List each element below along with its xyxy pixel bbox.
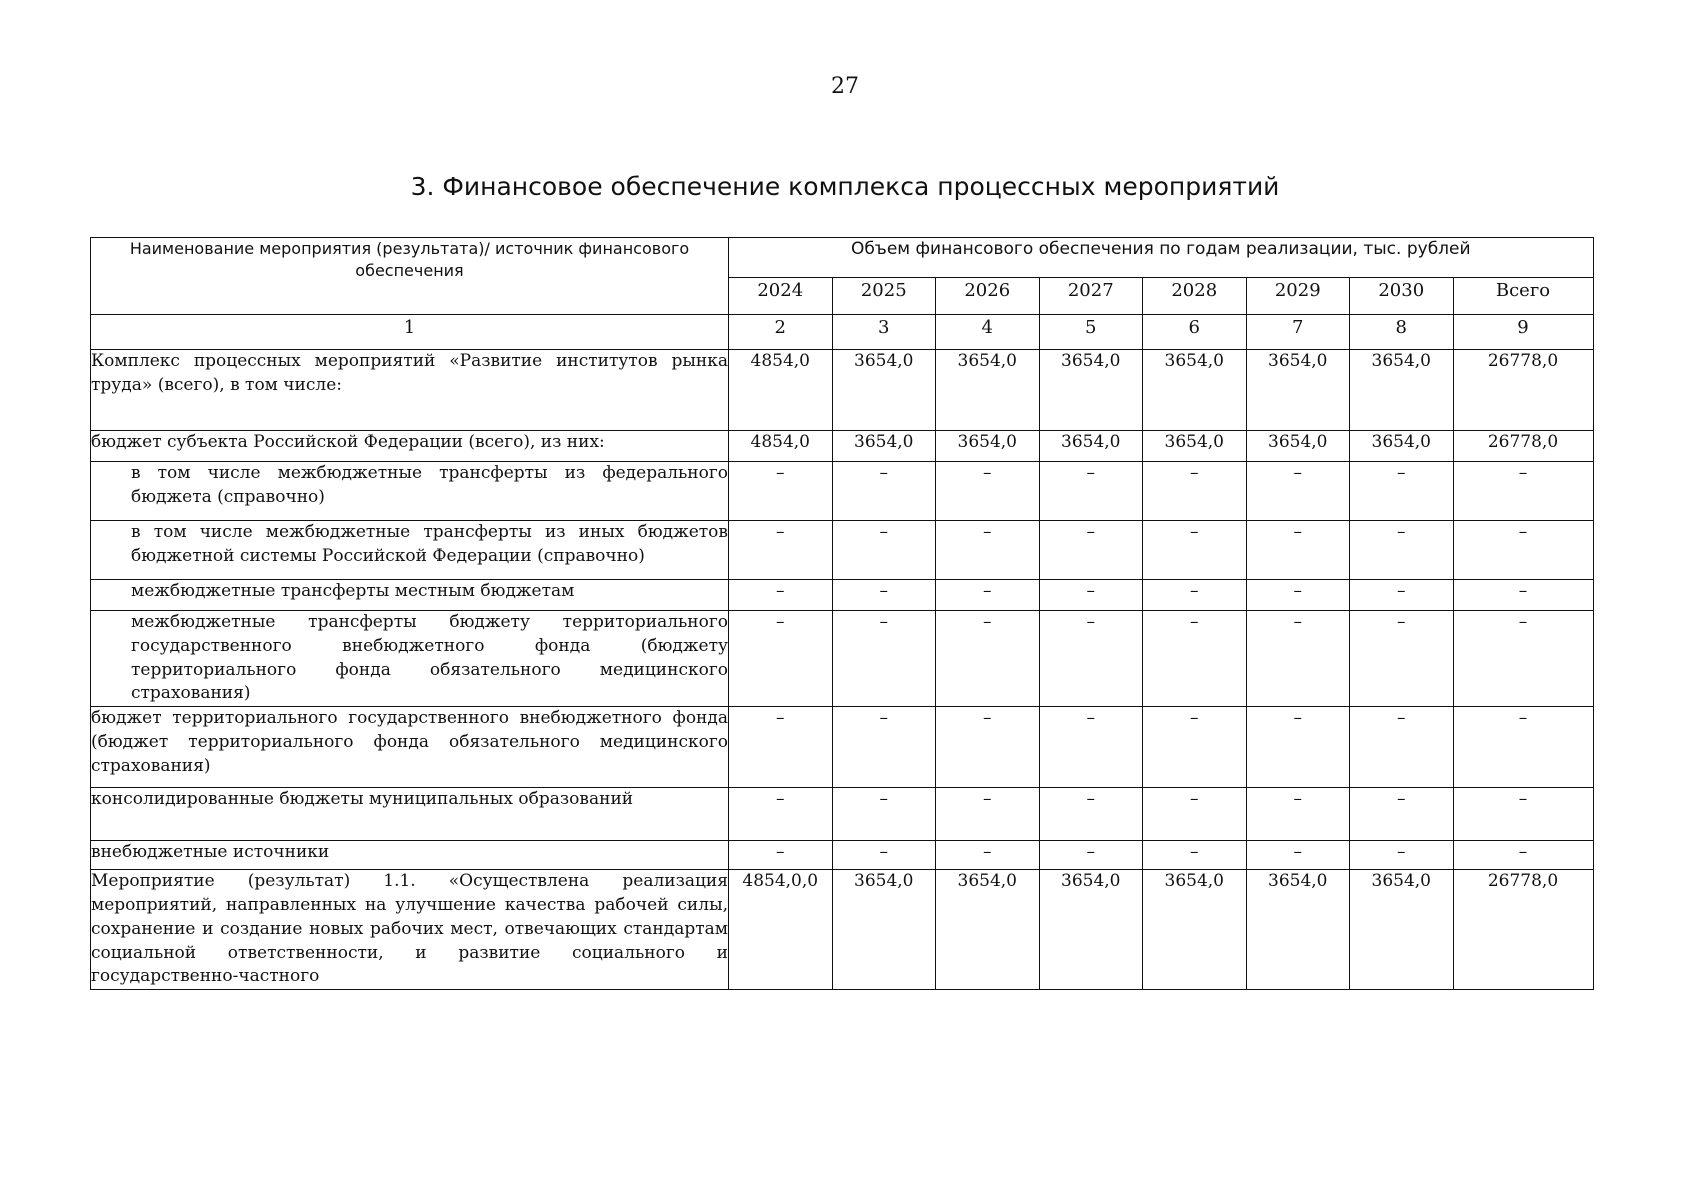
row-year-value: – xyxy=(729,611,833,707)
row-label: бюджет субъекта Российской Федерации (всего), из них: xyxy=(91,431,729,462)
column-index: 6 xyxy=(1143,315,1247,350)
row-year-value: 4854,0 xyxy=(729,431,833,462)
row-year-value: – xyxy=(1039,707,1143,788)
table-row xyxy=(91,431,1594,462)
row-year-value: – xyxy=(1246,788,1350,841)
year-header: 2028 xyxy=(1143,277,1247,314)
row-total-value: 26778,0 xyxy=(1453,870,1593,990)
row-year-value: – xyxy=(729,521,833,580)
table-row xyxy=(91,462,1594,521)
year-header: 2027 xyxy=(1039,277,1143,314)
row-year-value: 3654,0 xyxy=(936,350,1040,431)
row-year-value: – xyxy=(1143,707,1247,788)
row-year-value: – xyxy=(1350,611,1454,707)
row-year-value: 3654,0 xyxy=(936,870,1040,990)
row-year-value: – xyxy=(1143,841,1247,870)
row-year-value: – xyxy=(1246,707,1350,788)
column-index: 4 xyxy=(936,315,1040,350)
table-row xyxy=(91,870,1594,990)
row-year-value: – xyxy=(1246,580,1350,611)
row-year-value: – xyxy=(936,580,1040,611)
row-year-value: – xyxy=(832,841,936,870)
year-header: 2029 xyxy=(1246,277,1350,314)
table-row xyxy=(91,580,1594,611)
row-year-value: – xyxy=(729,788,833,841)
row-label: межбюджетные трансферты местным бюджетам xyxy=(91,580,729,611)
row-year-value: 3654,0 xyxy=(1039,350,1143,431)
column-index: 5 xyxy=(1039,315,1143,350)
financing-table xyxy=(90,237,1594,990)
row-total-value: – xyxy=(1453,707,1593,788)
row-year-value: – xyxy=(729,462,833,521)
row-year-value: – xyxy=(936,462,1040,521)
row-year-value: – xyxy=(1143,580,1247,611)
row-year-value: – xyxy=(729,841,833,870)
row-year-value: – xyxy=(729,707,833,788)
column-index: 7 xyxy=(1246,315,1350,350)
year-header: 2024 xyxy=(729,277,833,314)
row-label: межбюджетные трансферты бюджету территориального государственного внебюджетного фонда (бюджету территориального фонда обязательного медицинского страхования) xyxy=(91,611,729,707)
row-year-value: – xyxy=(1039,462,1143,521)
row-year-value: – xyxy=(1350,462,1454,521)
row-total-value: – xyxy=(1453,788,1593,841)
table-row xyxy=(91,841,1594,870)
row-year-value: 3654,0 xyxy=(1246,870,1350,990)
row-year-value: 3654,0 xyxy=(1350,431,1454,462)
row-total-value: – xyxy=(1453,841,1593,870)
row-year-value: – xyxy=(1350,521,1454,580)
row-year-value: 3654,0 xyxy=(1039,431,1143,462)
row-year-value: – xyxy=(832,580,936,611)
column-index: 9 xyxy=(1453,315,1593,350)
row-label: бюджет территориального государственного внебюджетного фонда (бюджет территориального фонда обязательного медицинского страхования) xyxy=(91,707,729,788)
row-year-value: – xyxy=(832,788,936,841)
row-year-value: – xyxy=(936,707,1040,788)
row-year-value: 3654,0 xyxy=(1246,350,1350,431)
year-header: 2030 xyxy=(1350,277,1454,314)
row-label: Мероприятие (результат) 1.1. «Осуществлена реализация мероприятий, направленных на улучшение качества рабочей силы, сохранение и создание новых рабочих мест, отвечающих стандартам социальной ответственности, и развитие социального и государственно-частного xyxy=(91,870,729,990)
row-year-value: – xyxy=(1143,611,1247,707)
row-total-value: 26778,0 xyxy=(1453,431,1593,462)
row-year-value: – xyxy=(936,521,1040,580)
column-index: 1 xyxy=(91,315,729,350)
row-year-value: – xyxy=(1350,788,1454,841)
row-year-value: – xyxy=(729,580,833,611)
page-number: 27 xyxy=(831,74,859,99)
total-header: Всего xyxy=(1453,277,1593,314)
row-year-value: – xyxy=(1143,521,1247,580)
year-header: 2025 xyxy=(832,277,936,314)
row-year-value: – xyxy=(1350,580,1454,611)
row-year-value: 3654,0 xyxy=(1246,431,1350,462)
row-total-value: – xyxy=(1453,580,1593,611)
year-header: 2026 xyxy=(936,277,1040,314)
row-year-value: 3654,0 xyxy=(1350,870,1454,990)
row-year-value: – xyxy=(1143,462,1247,521)
row-year-value: 3654,0 xyxy=(832,870,936,990)
row-year-value: 4854,0,0 xyxy=(729,870,833,990)
column-index: 3 xyxy=(832,315,936,350)
row-year-value: – xyxy=(832,521,936,580)
row-year-value: 3654,0 xyxy=(1039,870,1143,990)
row-year-value: – xyxy=(1039,611,1143,707)
row-total-value: 26778,0 xyxy=(1453,350,1593,431)
column-index-row xyxy=(91,315,1594,350)
row-total-value: – xyxy=(1453,521,1593,580)
table-row xyxy=(91,611,1594,707)
table-row xyxy=(91,521,1594,580)
row-year-value: – xyxy=(832,462,936,521)
column-index: 2 xyxy=(729,315,833,350)
table-row xyxy=(91,707,1594,788)
row-year-value: – xyxy=(936,841,1040,870)
row-year-value: 3654,0 xyxy=(832,431,936,462)
funding-volume-header: Объем финансового обеспечения по годам реализации, тыс. рублей xyxy=(729,238,1594,278)
row-year-value: – xyxy=(1350,841,1454,870)
row-year-value: 3654,0 xyxy=(936,431,1040,462)
row-year-value: – xyxy=(1039,521,1143,580)
row-year-value: – xyxy=(1143,788,1247,841)
row-year-value: – xyxy=(1350,707,1454,788)
row-year-value: – xyxy=(1246,462,1350,521)
row-year-value: – xyxy=(1039,788,1143,841)
row-total-value: – xyxy=(1453,611,1593,707)
row-label: Комплекс процессных мероприятий «Развитие институтов рынка труда» (всего), в том числе: xyxy=(91,350,729,431)
column-index: 8 xyxy=(1350,315,1454,350)
row-label: в том числе межбюджетные трансферты из иных бюджетов бюджетной системы Российской Федерации (справочно) xyxy=(91,521,729,580)
row-year-value: 3654,0 xyxy=(1143,431,1247,462)
row-year-value: – xyxy=(832,611,936,707)
row-year-value: – xyxy=(1246,611,1350,707)
row-year-value: 3654,0 xyxy=(1143,870,1247,990)
row-year-value: – xyxy=(832,707,936,788)
row-year-value: – xyxy=(936,611,1040,707)
row-label: консолидированные бюджеты муниципальных образований xyxy=(91,788,729,841)
row-total-value: – xyxy=(1453,462,1593,521)
row-label: внебюджетные источники xyxy=(91,841,729,870)
row-label: в том числе межбюджетные трансферты из федерального бюджета (справочно) xyxy=(91,462,729,521)
name-column-header: Наименование мероприятия (результата)/ источник финансового обеспечения xyxy=(91,238,729,315)
section-title: 3. Финансовое обеспечение комплекса процессных мероприятий xyxy=(410,172,1280,201)
row-year-value: – xyxy=(1246,521,1350,580)
row-year-value: 3654,0 xyxy=(832,350,936,431)
row-year-value: – xyxy=(1039,580,1143,611)
table-row xyxy=(91,350,1594,431)
row-year-value: – xyxy=(1246,841,1350,870)
row-year-value: 3654,0 xyxy=(1143,350,1247,431)
row-year-value: 4854,0 xyxy=(729,350,833,431)
table-row xyxy=(91,788,1594,841)
row-year-value: 3654,0 xyxy=(1350,350,1454,431)
row-year-value: – xyxy=(936,788,1040,841)
row-year-value: – xyxy=(1039,841,1143,870)
